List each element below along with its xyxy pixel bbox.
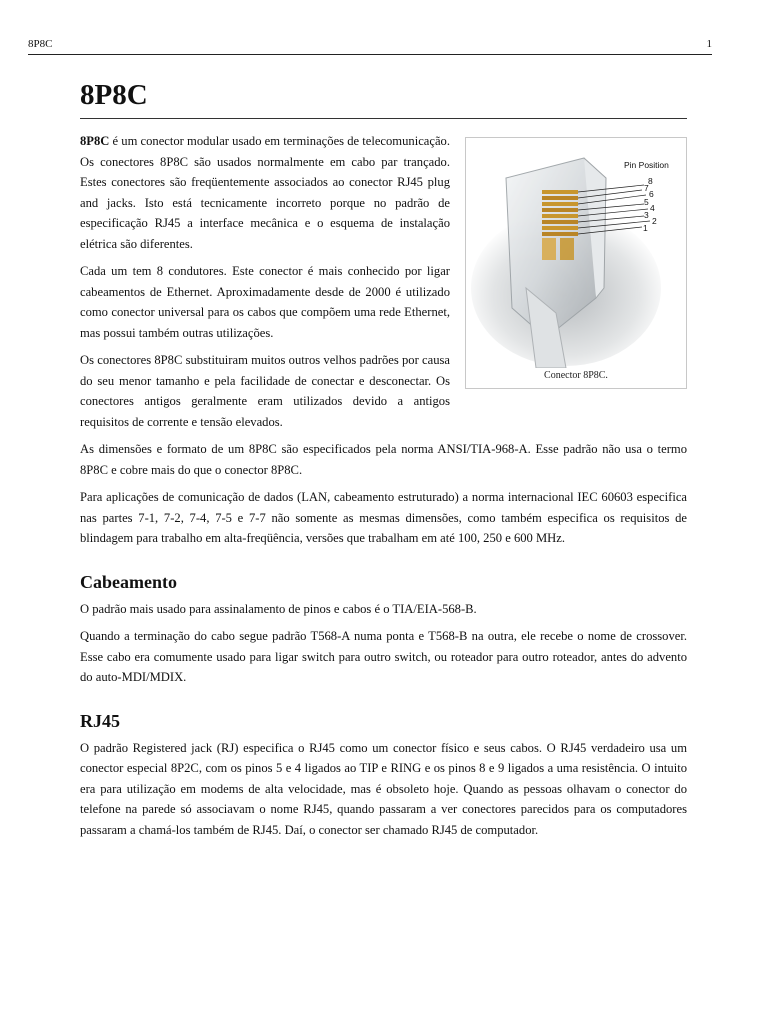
intro-text [80, 131, 450, 432]
lead-term: 8P8C [80, 134, 110, 148]
pin-label: 5 [644, 197, 649, 207]
intro-paragraph-3: Os conectores 8P8C substituiram muitos outros velhos padrões por causa do seu menor tamanho e pela facilidade de conectar e desconectar. Os conectores antigos geralmente eram utilizados devido a antigos requisitos de corrente e tensão elevados. [80, 353, 450, 429]
intro-paragraph-2: Cada um tem 8 condutores. Este conector é mais conhecido por ligar cabeamentos de Ethernet. Aproximadamente desde de 2000 é utilizado como conector universal para os cabos que compõem uma rede Ethernet, mas possui também outras utilizações. [80, 264, 450, 340]
contact-blade-shape [560, 238, 574, 260]
figure-caption: Conector 8P8C. [544, 370, 608, 381]
pin-position-label: Pin Position [624, 160, 669, 170]
running-header [28, 38, 712, 55]
pin-label: 4 [650, 203, 655, 213]
contact-shape [542, 214, 578, 218]
article-body [80, 78, 687, 847]
contact-shape [542, 220, 578, 224]
pin-label: 3 [644, 210, 649, 220]
paragraph-iec: Para aplicações de comunicação de dados (LAN, cabeamento estruturado) a norma internacional IEC 60603 especifica nas partes 7-1, 7-2, 7-4, 7-5 e 7-7 não somente as mesmas dimensões, como também especifica os requisitos de blindagem para trabalho em alta-freqüência, versões que trabalham em até 100, 250 e 600 MHz. [80, 490, 687, 545]
contact-shape [542, 226, 578, 230]
pin-label: 1 [643, 223, 648, 233]
rj45-connector-illustration [466, 138, 686, 368]
contact-shape [542, 208, 578, 212]
intro-paragraph-1-text: é um conector modular usado em terminações de telecomunicação. Os conectores 8P8C são usados normalmente em cabo par trançado. Estes conectores são freqüentemente associados ao conector RJ45 plug and jacks. Isto está tecnicamente incorreto porque no padrão de especificação RJ45 a interface mecânica e o esquema de instalação elétrica são diferentes. [80, 134, 450, 251]
page-number: 1 [706, 38, 712, 50]
rj45-paragraph-1: O padrão Registered jack (RJ) especifica o RJ45 como um conector físico e seus cabos. O RJ45 verdadeiro usa um conector especial 8P2C, com os pinos 5 e 4 ligados ao TIP e RING e os pinos 8 e 9 ligados a uma resistência. O intuito era para utilização em modems de alta velocidade, mas é obsoleto hoje. Quando as pessoas olhavam o conector do telefone na parede só associavam o nome RJ45, quando passaram a ver conectores parecidos para os computadores passaram a chamá-los também de RJ45. Daí, o conector ser chamado RJ45 de computador. [80, 740, 687, 837]
contact-shape [542, 202, 578, 206]
paragraph-dimensions: As dimensões e formato de um 8P8C são especificados pela norma ANSI/TIA-968-A. Esse padrão não usa o termo 8P8C e cobre mais do que o conector 8P8C. [80, 442, 687, 477]
contact-shape [542, 232, 578, 236]
pin-label: 2 [652, 216, 657, 226]
contact-shape [542, 190, 578, 194]
running-title: 8P8C [28, 38, 53, 50]
pin-number-labels [643, 176, 657, 233]
pin-label: 7 [644, 183, 649, 193]
pin-label: 8 [648, 176, 653, 186]
section-heading-cabeamento: Cabeamento [80, 571, 177, 592]
cabeamento-paragraph-1: O padrão mais usado para assinalamento de pinos e cabos é o TIA/EIA-568-B. [80, 601, 477, 616]
intro-paragraph-1 [80, 131, 450, 254]
cabeamento-paragraph-2: Quando a terminação do cabo segue padrão T568-A numa ponta e T568-B na outra, ele recebe o nome de crossover. Esse cabo era comumente usado para ligar switch para outro switch, ou roteador para outro roteador, antes do advento do auto-MDI/MDIX. [80, 629, 687, 684]
section-heading-rj45: RJ45 [80, 710, 120, 731]
connector-figure [465, 137, 687, 389]
intro-section [80, 131, 687, 432]
page-title: 8P8C [80, 78, 687, 119]
contact-blade-shape [542, 238, 556, 260]
pin-label: 6 [649, 189, 654, 199]
contact-shape [542, 196, 578, 200]
